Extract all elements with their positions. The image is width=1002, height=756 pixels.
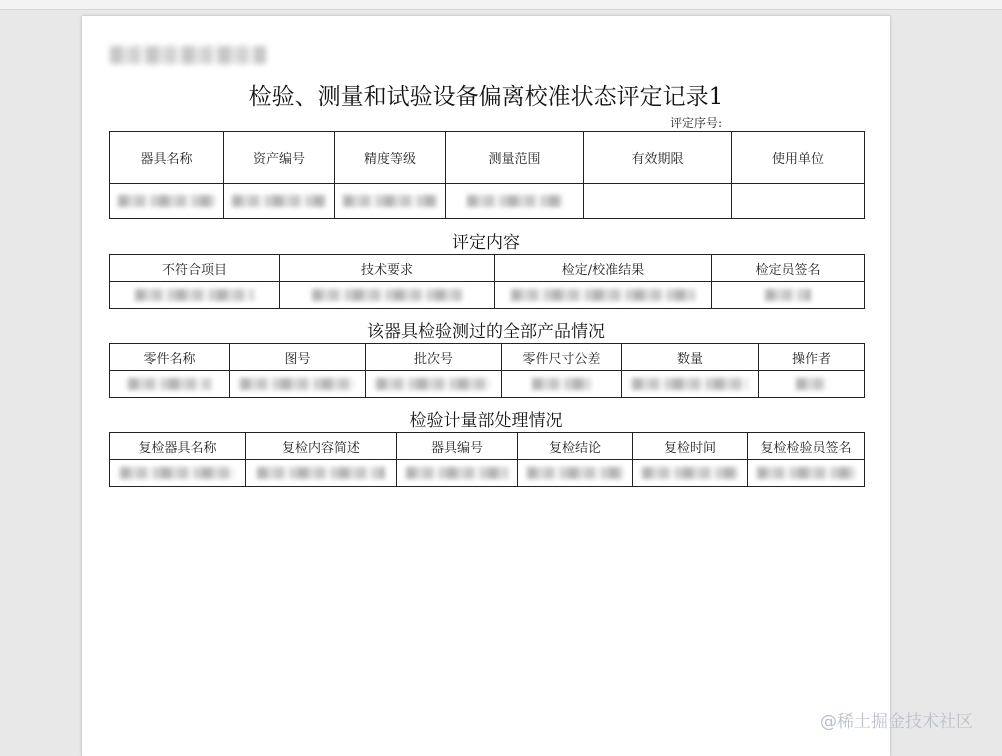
header-user-unit: 使用单位 — [732, 132, 865, 184]
redacted-cell — [110, 371, 230, 398]
header-valid-period: 有效期限 — [584, 132, 732, 184]
header-technical-requirement: 技术要求 — [280, 255, 495, 282]
redacted-cell — [397, 460, 518, 487]
redacted-cell — [446, 184, 584, 219]
header-part-name: 零件名称 — [110, 344, 230, 371]
watermark: @稀土掘金技术社区 — [820, 712, 973, 732]
redacted-cell — [622, 371, 759, 398]
header-batch-number: 批次号 — [366, 344, 502, 371]
redacted-cell — [246, 460, 397, 487]
empty-cell — [584, 184, 732, 219]
redacted-cell — [224, 184, 335, 219]
redacted-cell — [110, 460, 246, 487]
viewer-toolbar — [0, 0, 1002, 10]
equipment-table — [109, 131, 865, 219]
redacted-header-text — [110, 46, 266, 64]
section-title-handling: 检验计量部处理情况 — [409, 411, 563, 431]
header-calibration-result: 检定/校准结果 — [495, 255, 712, 282]
handling-table — [109, 432, 865, 487]
redacted-cell — [495, 282, 712, 309]
header-recheck-conclusion: 复检结论 — [518, 433, 633, 460]
serial-number-label: 评定序号: — [670, 116, 723, 130]
redacted-cell — [502, 371, 622, 398]
header-equipment-number: 器具编号 — [397, 433, 518, 460]
redacted-cell — [712, 282, 865, 309]
redacted-cell — [230, 371, 366, 398]
header-quantity: 数量 — [622, 344, 759, 371]
section-title-evaluation: 评定内容 — [452, 233, 520, 253]
header-recheck-equipment-name: 复检器具名称 — [110, 433, 246, 460]
redacted-cell — [633, 460, 748, 487]
products-table — [109, 343, 865, 398]
document-page — [82, 16, 890, 756]
header-nonconforming-item: 不符合项目 — [110, 255, 280, 282]
redacted-cell — [366, 371, 502, 398]
header-recheck-content-summary: 复检内容简述 — [246, 433, 397, 460]
header-recheck-time: 复检时间 — [633, 433, 748, 460]
redacted-cell — [110, 184, 224, 219]
header-inspector-signature: 检定员签名 — [712, 255, 865, 282]
redacted-cell — [759, 371, 865, 398]
section-title-products: 该器具检验测过的全部产品情况 — [367, 322, 605, 342]
header-operator: 操作者 — [759, 344, 865, 371]
header-equipment-name: 器具名称 — [110, 132, 224, 184]
header-recheck-inspector-signature: 复检检验员签名 — [748, 433, 865, 460]
header-part-tolerance: 零件尺寸公差 — [502, 344, 622, 371]
header-measurement-range: 测量范围 — [446, 132, 584, 184]
header-accuracy-grade: 精度等级 — [335, 132, 446, 184]
header-drawing-number: 图号 — [230, 344, 366, 371]
redacted-cell — [110, 282, 280, 309]
document-title: 检验、测量和试验设备偏离校准状态评定记录1 — [248, 84, 724, 110]
header-asset-number: 资产编号 — [224, 132, 335, 184]
redacted-cell — [748, 460, 865, 487]
redacted-cell — [280, 282, 495, 309]
evaluation-table — [109, 254, 865, 309]
redacted-cell — [335, 184, 446, 219]
redacted-cell — [518, 460, 633, 487]
empty-cell — [732, 184, 865, 219]
